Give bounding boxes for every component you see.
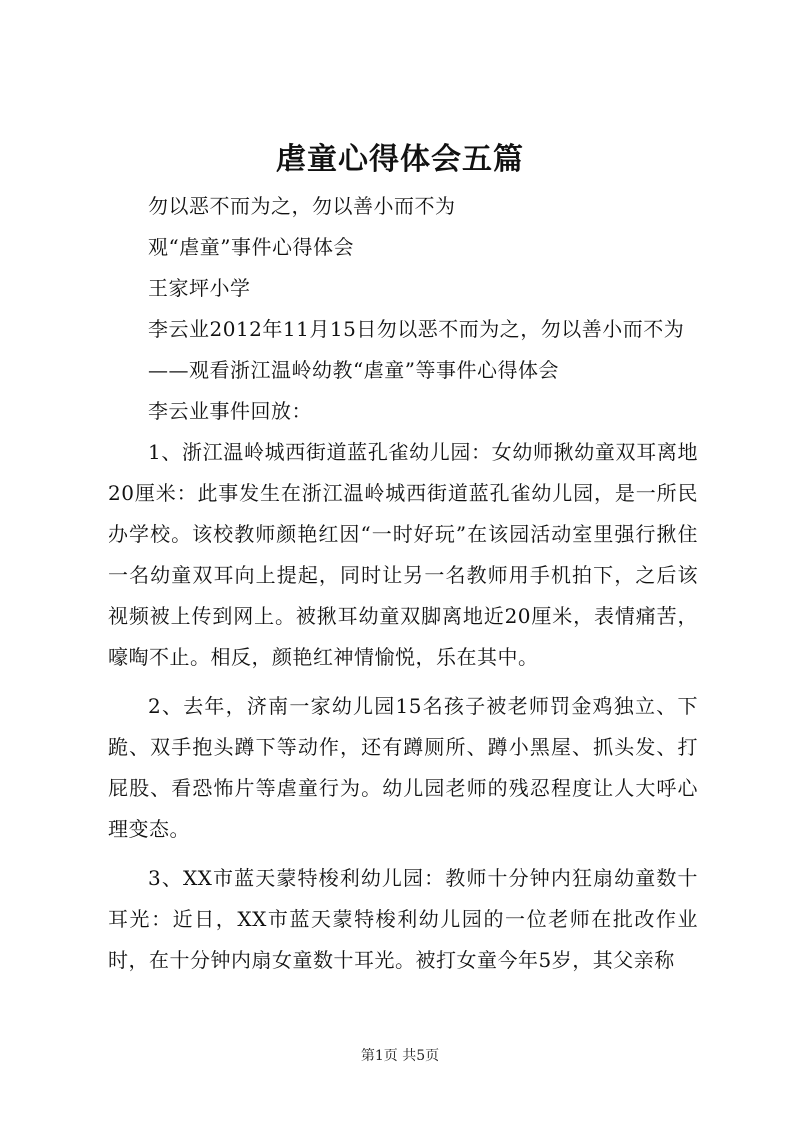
paragraph-school: 王家坪小学 [148, 276, 251, 300]
paragraph-subtitle: 观“虐童”事件心得体会 [148, 235, 354, 259]
paragraph-author-date: 李云业2012年11月15日勿以恶不而为之，勿以善小而不为 [148, 317, 685, 341]
paragraph-replay-label: 李云业事件回放： [148, 399, 312, 423]
paragraph-heading: ——观看浙江温岭幼教“虐童”等事件心得体会 [148, 358, 559, 382]
paragraph-case-1: 1、浙江温岭城西街道蓝孔雀幼儿园：女幼师揪幼童双耳离地20厘米：此事发生在浙江温岭城西街道蓝孔雀幼儿园，是一所民办学校。该校教师颜艳红因“一时好玩”在该园活动室里强行揪住一名幼童双耳向上提起，同时让另一名教师用手机拍下，之后该视频被上传到网上。被揪耳幼童双脚离地近20厘米，表情痛苦，嚎啕不止。相反，颜艳红神情愉悦，乐在其中。 [108, 440, 698, 669]
page-number-footer: 第1页 共5页 [360, 1048, 440, 1064]
paragraph-motto: 勿以恶不而为之，勿以善小而不为 [148, 194, 456, 218]
paragraph-case-2: 2、去年，济南一家幼儿园15名孩子被老师罚金鸡独立、下跪、双手抱头蹲下等动作，还有蹲厕所、蹲小黑屋、抓头发、打屁股、看恐怖片等虐童行为。幼儿园老师的残忍程度让人大呼心理变态。 [108, 694, 698, 841]
document-body [108, 186, 698, 981]
document-title: 虐童心得体会五篇 [276, 142, 524, 177]
paragraph-case-3: 3、XX市蓝天蒙特梭利幼儿园：教师十分钟内狂扇幼童数十耳光：近日，XX市蓝天蒙特梭利幼儿园的一位老师在批改作业时，在十分钟内扇女童数十耳光。被打女童今年5岁，其父亲称 [108, 866, 698, 972]
